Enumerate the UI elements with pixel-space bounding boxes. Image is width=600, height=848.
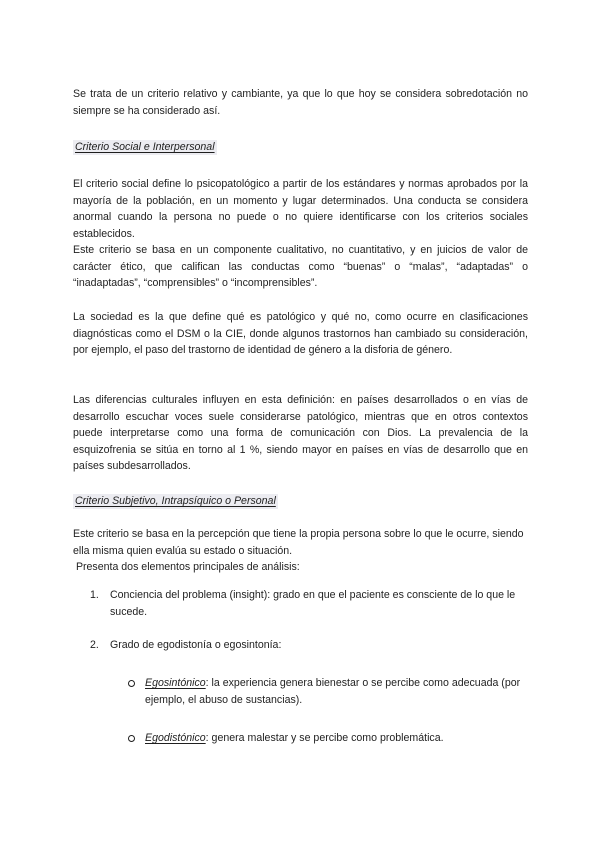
social-p1-text: El criterio social define lo psicopatológico a partir de los estándares y normas aprobados por la mayoría de la población, en un momento y lugar determinados. Una conducta se considera anormal cuando la persona no puede o no quiere identificarse con los criterios sociales establecidos. [73,178,528,240]
intro-paragraph [73,86,528,119]
subjective-p1-text: Este criterio se basa en la percepción que tiene la propia persona sobre lo que le ocurre, siendo ella misma quien evalúa su estado o situación. [73,528,524,557]
subjective-heading-text: Criterio Subjetivo, Intrapsíquico o Personal [75,495,276,507]
bullet-description: : la experiencia genera bienestar o se percibe como adecuada (por ejemplo, el abuso de sustancias). [145,677,521,706]
social-paragraph-1 [73,176,528,292]
social-section-heading [73,140,217,155]
social-heading-text: Criterio Social e Interpersonal [75,141,215,153]
hollow-bullet-icon [128,735,135,742]
list-number: 1. [90,589,99,601]
intro-text: Se trata de un criterio relativo y cambiante, ya que lo que hoy se considera sobredotación no siempre se ha considerado así. [73,88,528,117]
social-p2-text: Este criterio se basa en un componente cualitativo, no cuantitativo, y en juicios de valor de carácter ético, que califican las conductas como “buenas” o “malas”, “adaptadas” o “inadaptadas”, “comprensibles” o “incomprensibles”. [73,244,528,289]
social-p3-text: La sociedad es la que define qué es patológico y qué no, como ocurre en clasificaciones diagnósticas como el DSM o la CIE, donde algunos trastornos han cambiado su consideración, por ejemplo, el paso del trastorno de identidad de género a la disforia de género. [73,311,528,356]
list-item [90,637,528,654]
bullet-item [128,675,528,708]
bullet-term: Egosintónico [145,677,206,689]
bullet-text [145,730,528,747]
bullet-description: : genera malestar y se percibe como problemática. [205,732,444,744]
social-paragraph-4 [73,392,528,475]
list-item [90,587,528,620]
list-item-text: Grado de egodistonía o egosintonía: [110,639,282,651]
list-item-text: Conciencia del problema (insight): grado en que el paciente es consciente de lo que le sucede. [110,589,516,618]
bullet-text [145,675,528,708]
social-paragraph-3 [73,309,528,359]
subjective-section-heading [73,494,278,509]
list-number: 2. [90,639,99,651]
social-p4-text: Las diferencias culturales influyen en esta definición: en países desarrollados o en vías de desarrollo escuchar voces suele considerarse patológico, mientras que en otros contextos puede interpretarse como una forma de comunicación con Dios. La prevalencia de la esquizofrenia se sitúa en torno al 1 %, siendo mayor en países en vías de desarrollo que en países subdesarrollados. [73,394,528,472]
subjective-p2-text: Presenta dos elementos principales de análisis: [73,561,300,573]
subjective-paragraph [73,526,528,576]
bullet-term: Egodistónico [145,732,206,744]
bullet-item [128,730,528,747]
hollow-bullet-icon [128,680,135,687]
